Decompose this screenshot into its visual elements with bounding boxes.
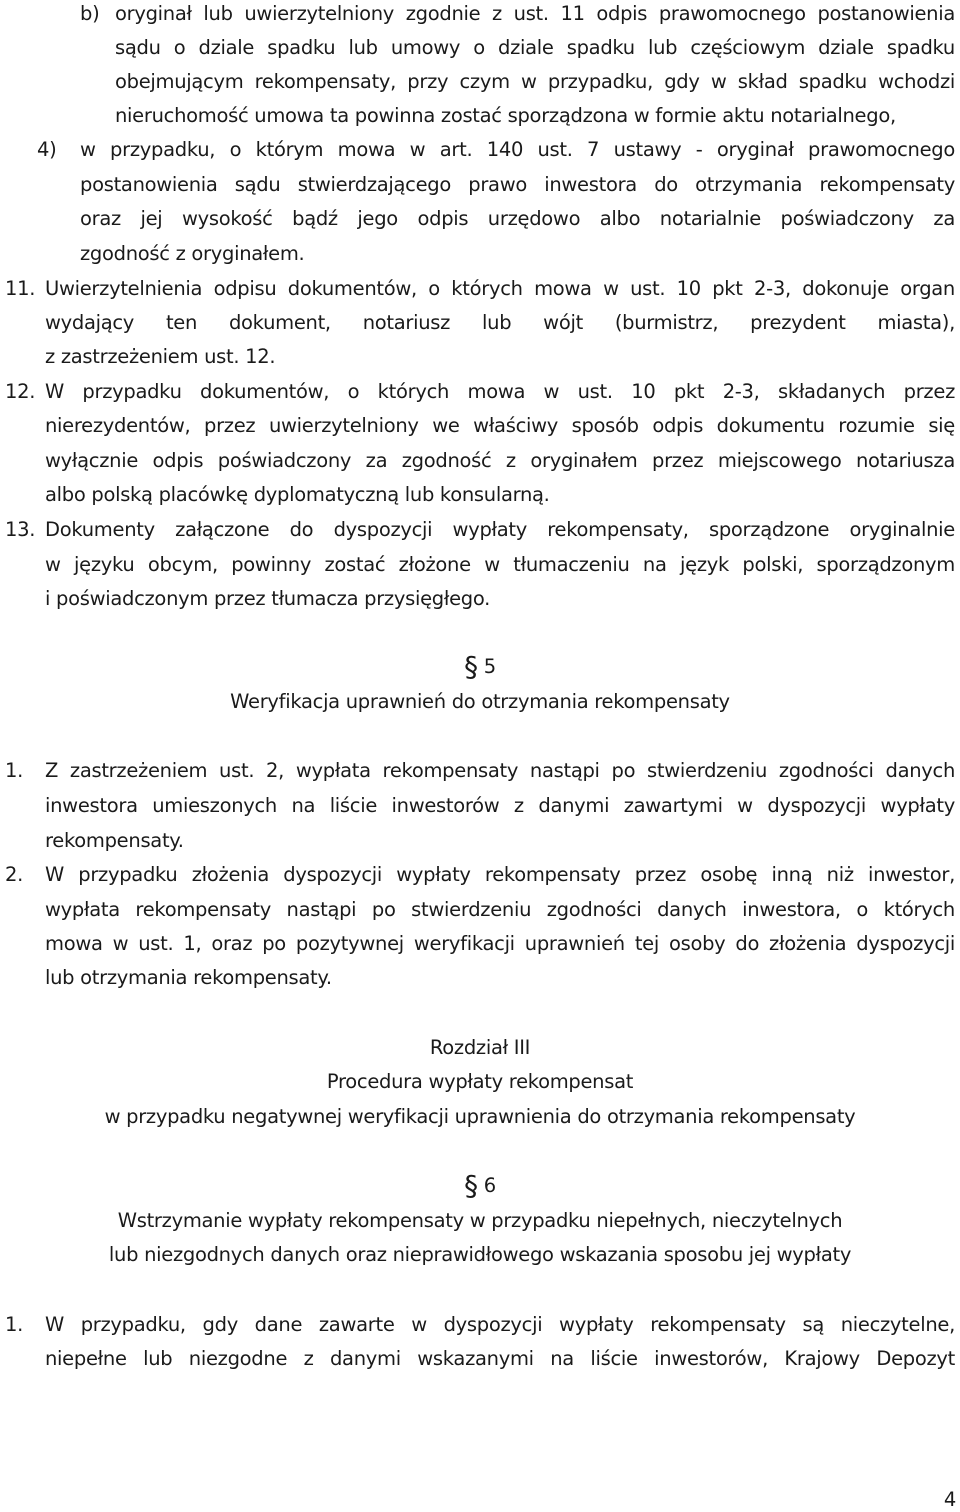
item-b-line: nieruchomość umowa ta powinna zostać sporządzona w formie aktu notarialnego, (115, 104, 896, 127)
point-11-line: z zastrzeżeniem ust. 12. (45, 345, 276, 368)
section-6-title: Wstrzymanie wypłaty rekompensaty w przypadku niepełnych, nieczytelnych (117, 1209, 843, 1232)
s5-point-1-line: rekompensaty. (45, 829, 184, 852)
section-sign: § (464, 1169, 478, 1202)
point-12-line: nierezydentów, przez uwierzytelniony we właściwy sposób odpis dokumentu rozumie się (45, 414, 955, 437)
point-12-marker: 12. (5, 380, 36, 403)
item-b-line: oryginał lub uwierzytelniony zgodnie z ust. 11 odpis prawomocnego postanowienia (115, 2, 955, 25)
item-b-marker: b) (80, 2, 100, 25)
item-4-line: oraz jej wysokość bądź jego odpis urzędowo albo notarialnie poświadczony za (80, 207, 955, 230)
point-12-line: W przypadku dokumentów, o których mowa w ust. 10 pkt 2-3, składanych przez (45, 380, 955, 403)
s5-point-2-line: W przypadku złożenia dyspozycji wypłaty rekompensaty przez osobę inną niż inwestor, (45, 863, 955, 886)
point-11-line: Uwierzytelnienia odpisu dokumentów, o których mowa w ust. 10 pkt 2-3, dokonuje organ (45, 277, 955, 300)
s5-point-2-line: lub otrzymania rekompensaty. (45, 966, 332, 989)
s6-point-1-marker: 1. (5, 1313, 24, 1336)
chapter-title: w przypadku negatywnej weryfikacji uprawnienia do otrzymania rekompensaty (104, 1105, 856, 1128)
item-b-line: obejmującym rekompensaty, przy czym w przypadku, gdy w skład spadku wchodzi (115, 70, 955, 93)
point-13-marker: 13. (5, 518, 36, 541)
point-13-line: i poświadczonym przez tłumacza przysięgłego. (45, 587, 491, 610)
point-11-marker: 11. (5, 277, 36, 300)
item-4-line: postanowienia sądu stwierdzającego prawo inwestora do otrzymania rekompensaty (80, 173, 955, 196)
point-13-line: Dokumenty załączone do dyspozycji wypłaty rekompensaty, sporządzone oryginalnie (45, 518, 955, 541)
section-number: 5 (483, 655, 496, 678)
chapter-title: Procedura wypłaty rekompensat (326, 1070, 634, 1093)
section-sign: § (464, 650, 478, 683)
point-12-line: wyłącznie odpis poświadczony za zgodność z oryginałem przez miejscowego notariusza (45, 449, 955, 472)
s5-point-2-line: wypłata rekompensaty nastąpi po stwierdzeniu zgodności danych inwestora, o których (45, 898, 955, 921)
point-13-line: w języku obcym, powinny zostać złożone w tłumaczeniu na język polski, sporządzonym (45, 553, 955, 576)
item-4-line: zgodność z oryginałem. (80, 242, 305, 265)
item-4-line: w przypadku, o którym mowa w art. 140 ust. 7 ustawy - oryginał prawomocnego (80, 138, 955, 161)
s5-point-1-line: inwestora umieszonych na liście inwestorów z danymi zawartymi w dyspozycji wypłaty (45, 794, 955, 817)
s6-point-1-line: W przypadku, gdy dane zawarte w dyspozycji wypłaty rekompensaty są nieczytelne, (45, 1313, 955, 1336)
s5-point-2-line: mowa w ust. 1, oraz po pozytywnej weryfikacji uprawnień tej osoby do złożenia dyspozycji (45, 932, 955, 955)
page-number: 4 (943, 1488, 956, 1511)
section-number: 6 (483, 1174, 496, 1197)
point-12-line: albo polską placówkę dyplomatyczną lub konsularną. (45, 483, 550, 506)
section-5-heading (0, 650, 960, 683)
s5-point-1-marker: 1. (5, 759, 24, 782)
item-b-line: sądu o dziale spadku lub umowy o dziale spadku lub częściowym dziale spadku (115, 36, 955, 59)
chapter-label: Rozdział III (429, 1036, 531, 1059)
s5-point-1-line: Z zastrzeżeniem ust. 2, wypłata rekompensaty nastąpi po stwierdzeniu zgodności danych (45, 759, 955, 782)
item-4-marker: 4) (37, 138, 57, 161)
section-5-title: Weryfikacja uprawnień do otrzymania rekompensaty (230, 690, 730, 713)
point-11-line: wydający ten dokument, notariusz lub wójt (burmistrz, prezydent miasta), (45, 311, 955, 334)
section-6-title: lub niezgodnych danych oraz nieprawidłowego wskazania sposobu jej wypłaty (108, 1243, 852, 1266)
section-6-heading (0, 1169, 960, 1202)
s5-point-2-marker: 2. (5, 863, 24, 886)
s6-point-1-line: niepełne lub niezgodne z danymi wskazanymi na liście inwestorów, Krajowy Depozyt (45, 1347, 955, 1370)
